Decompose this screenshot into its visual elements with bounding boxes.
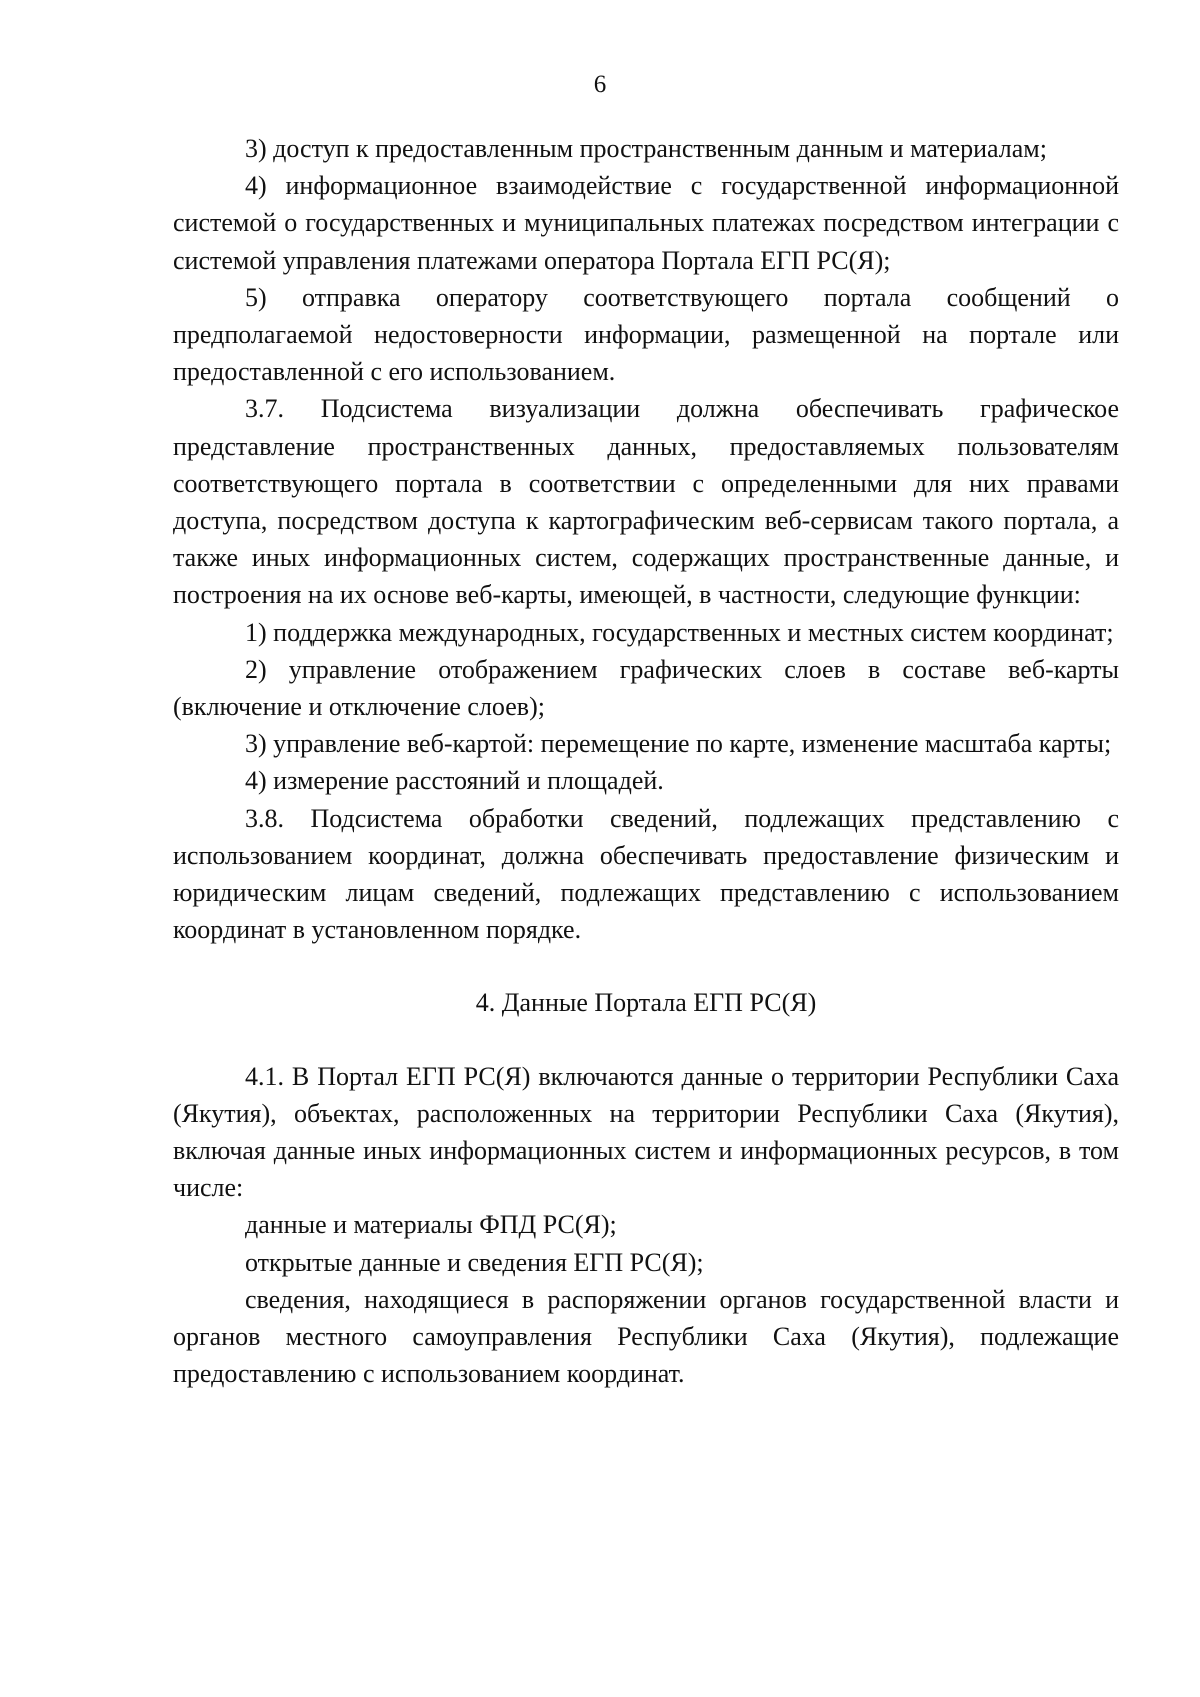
paragraph-item-4-interaction: 4) информационное взаимодействие с государственной информационной системой о государственных и муниципальных платежах посредством интеграции с системой управления платежами оператора Портала ЕГП РС(Я); (173, 171, 1119, 275)
document-body (173, 130, 1119, 1393)
paragraph-4-1-data: 4.1. В Портал ЕГП РС(Я) включаются данные о территории Республики Саха (Якутия), объектах, расположенных на территории Республики Саха (Якутия), включая данные иных информационных систем и информационных ресурсов, в том числе: (173, 1061, 1119, 1203)
paragraph-list-item-open-data: открытые данные и сведения ЕГП РС(Я); (245, 1247, 704, 1277)
paragraph-list-item-fpd: данные и материалы ФПД РС(Я); (245, 1210, 617, 1240)
paragraph-item-5-sending: 5) отправка оператору соответствующего портала сообщений о предполагаемой недостоверности информации, размещенной на портале или предоставленной с его использованием. (173, 282, 1119, 387)
paragraph-function-3: 3) управление веб-картой: перемещение по карте, изменение масштаба карты; (245, 729, 1112, 759)
section-heading: 4. Данные Портала ЕГП РС(Я) (475, 988, 817, 1018)
paragraph-3-7-visualization: 3.7. Подсистема визуализации должна обеспечивать графическое представление пространственных данных, предоставляемых пользователям соответствующего портала в соответствии с определенными для них правами доступа, посредством доступа к картографическим веб-сервисам такого портала, а также иных информационных систем, содержащих пространственные данные, и построения на их основе веб-карты, имеющей, в частности, следующие функции: (173, 394, 1119, 610)
paragraph-list-item-authorities: сведения, находящиеся в распоряжении органов государственной власти и органов местного самоуправления Республики Саха (Якутия), подлежащие предоставлению с использованием координат. (173, 1284, 1119, 1389)
paragraph-item-3-access: 3) доступ к предоставленным пространственным данным и материалам; (245, 134, 1047, 163)
paragraph-function-2: 2) управление отображением графических слоев в составе веб-карты (включение и отключение слоев); (173, 654, 1119, 722)
paragraph-function-1: 1) поддержка международных, государственных и местных систем координат; (245, 617, 1114, 647)
paragraph-3-8-processing: 3.8. Подсистема обработки сведений, подлежащих представлению с использованием координат, должна обеспечивать предоставление физическим и юридическим лицам сведений, подлежащих представлению с использованием координат в установленном порядке. (173, 803, 1119, 945)
paragraph-function-4: 4) измерение расстояний и площадей. (245, 766, 664, 796)
page-number: 6 (593, 71, 607, 98)
